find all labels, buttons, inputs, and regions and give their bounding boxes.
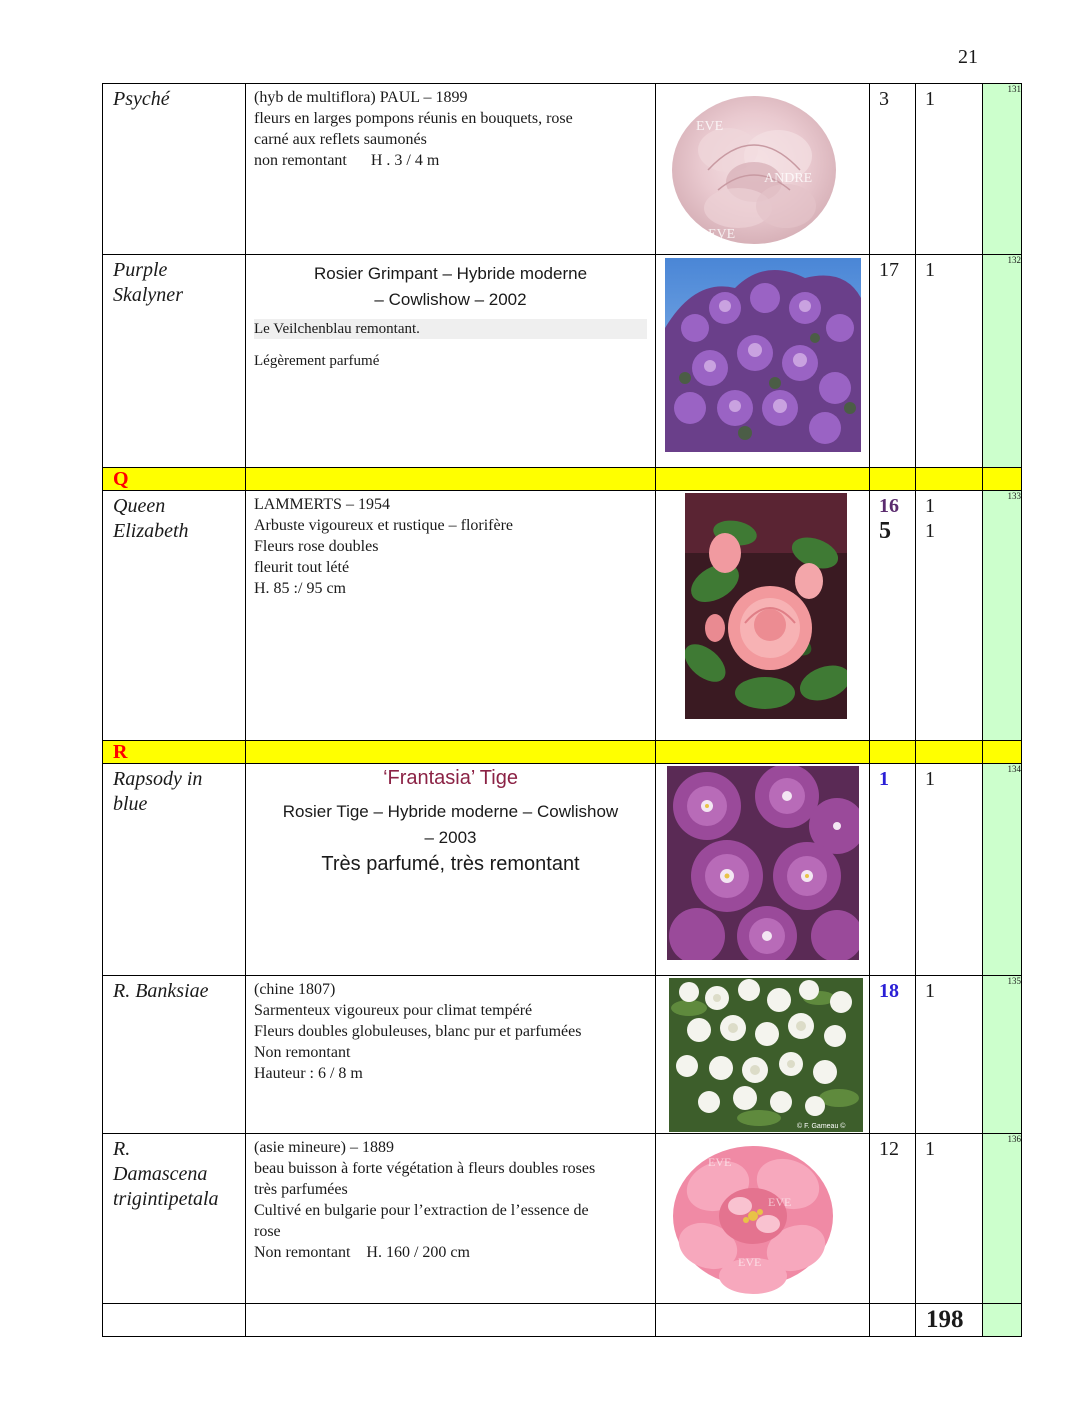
quantity-cell: [870, 84, 916, 255]
count: 1: [925, 88, 935, 110]
rose-image-cell: [656, 1134, 870, 1304]
description-line: rose: [254, 1223, 281, 1240]
rose-name: Skalyner: [113, 284, 183, 306]
count: 1: [925, 259, 935, 281]
table-row: [103, 255, 1022, 468]
rose-image-cell: [656, 491, 870, 741]
description-line: beau buisson à forte végétation à fleurs doubles roses: [254, 1160, 596, 1177]
index-cell: [983, 84, 1022, 255]
rose-image-cell: [656, 764, 870, 976]
description-line: LAMMERTS – 1954: [254, 496, 390, 513]
quantity-cell: [870, 764, 916, 976]
watermark-text: EVE: [696, 119, 724, 134]
description-line: Non remontant: [254, 1044, 351, 1061]
index-cell: [983, 255, 1022, 468]
quantity-cell: [870, 976, 916, 1134]
rose-description-cell: [246, 84, 656, 255]
table-row: [103, 764, 1022, 976]
letter-cell: [103, 468, 246, 491]
count-cell: [916, 255, 983, 468]
rose-name-cell: [103, 976, 246, 1134]
rose-name: Damascena: [113, 1163, 208, 1185]
rose-image-cell: [656, 255, 870, 468]
count: 1: [925, 495, 935, 517]
rose-name-cell: [103, 1134, 246, 1304]
index-number: 131: [1007, 84, 1021, 94]
rose-name: R.: [113, 1138, 131, 1160]
description-line: Fleurs doubles globuleuses, blanc pur et parfumées: [254, 1023, 582, 1040]
index-cell: [983, 976, 1022, 1134]
section-letter: R: [113, 741, 128, 763]
description-heading: Très parfumé, très remontant: [321, 853, 580, 875]
count: 1: [925, 980, 935, 1002]
pink-rose-photo: [685, 493, 847, 719]
rose-name-cell: [103, 255, 246, 468]
section-letter: Q: [113, 468, 129, 490]
rose-name: Elizabeth: [113, 520, 189, 542]
table-row: [103, 84, 1022, 255]
description-heading: Rosier Grimpant – Hybride moderne: [313, 264, 588, 283]
description-line: Légèrement parfumé: [254, 353, 380, 369]
quantity: 3: [879, 88, 889, 110]
index-cell: [983, 764, 1022, 976]
table-row: [103, 976, 1022, 1134]
white-banksia-rose-photo: [669, 978, 863, 1132]
table-row: [103, 1134, 1022, 1304]
watermark-text: EVE: [738, 1255, 762, 1269]
description-heading: – Cowlishow – 2002: [374, 290, 527, 309]
index-cell: [983, 491, 1022, 741]
description-line: fleurit tout lété: [254, 559, 350, 576]
description-line: Le Veilchenblau remontant.: [254, 319, 647, 339]
rose-image-cell: [656, 976, 870, 1134]
rose-name: Rapsody in: [113, 768, 203, 790]
count: 1: [925, 520, 935, 542]
description-line: fleurs en larges pompons réunis en bouquets, rose: [254, 110, 573, 127]
rose-description-cell: [246, 1134, 656, 1304]
rose-image-cell: [656, 84, 870, 255]
pink-damask-rose-photo: [668, 1136, 838, 1302]
description-line: (hyb de multiflora) PAUL – 1899: [254, 89, 468, 106]
count: 1: [925, 1138, 935, 1160]
rose-catalog-table: [102, 83, 1022, 1337]
quantity: 17: [879, 259, 899, 281]
total-count: 198: [926, 1306, 964, 1333]
total-row: [103, 1304, 1022, 1337]
index-number: 132: [1007, 255, 1021, 265]
count-cell: [916, 976, 983, 1134]
rose-name: Psyché: [113, 88, 170, 110]
rose-name: Queen: [113, 495, 166, 517]
index-cell: [983, 1134, 1022, 1304]
description-line: Hauteur : 6 / 8 m: [254, 1065, 363, 1082]
description-line: carné aux reflets saumonés: [254, 131, 427, 148]
photo-credit: © F. Gameau ©: [797, 1123, 846, 1130]
count: 1: [925, 768, 935, 790]
violet-rose-photo: [667, 766, 859, 960]
watermark-text: EVE: [708, 227, 736, 242]
description-line: non remontant H . 3 / 4 m: [254, 152, 440, 169]
total-cell: [916, 1304, 983, 1337]
index-number: 133: [1007, 491, 1021, 501]
page-number: 21: [958, 46, 978, 68]
rose-description-cell: [246, 491, 656, 741]
variety-title: ‘Frantasia’ Tige: [383, 767, 518, 789]
pale-pink-rose-photo: [668, 90, 840, 250]
rose-name: Purple: [113, 259, 168, 281]
table-row: [103, 491, 1022, 741]
count-cell: [916, 1134, 983, 1304]
letter-cell: [103, 741, 246, 764]
watermark-text: EVE: [708, 1155, 732, 1169]
rose-name-cell: [103, 84, 246, 255]
description-line: Fleurs rose doubles: [254, 538, 379, 555]
quantity: 1: [879, 768, 889, 790]
rose-name-cell: [103, 491, 246, 741]
quantity-cell: [870, 1134, 916, 1304]
count-cell: [916, 491, 983, 741]
rose-description-cell: [246, 255, 656, 468]
rose-description-cell: [246, 976, 656, 1134]
description-line: Arbuste vigoureux et rustique – florifère: [254, 517, 514, 534]
rose-name: blue: [113, 793, 148, 815]
count-cell: [916, 764, 983, 976]
index-number: 134: [1007, 764, 1021, 774]
description-line: H. 85 :/ 95 cm: [254, 580, 346, 597]
rose-description-cell: [246, 764, 656, 976]
rose-name-cell: [103, 764, 246, 976]
purple-climbing-rose-photo: [665, 258, 861, 452]
description-line: (asie mineure) – 1889: [254, 1139, 394, 1156]
description-line: Cultivé en bulgarie pour l’extraction de l’essence de: [254, 1202, 589, 1219]
quantity: 18: [879, 980, 899, 1002]
description-line: (chine 1807): [254, 981, 336, 998]
watermark-text: ANDRE: [764, 171, 813, 186]
rose-name: R. Banksiae: [113, 980, 209, 1002]
description-heading: – 2003: [424, 828, 477, 847]
watermark-text: EVE: [768, 1195, 792, 1209]
count-cell: [916, 84, 983, 255]
quantity: 5: [879, 518, 891, 544]
letter-section-row: [103, 741, 1022, 764]
quantity-cell: [870, 255, 916, 468]
description-heading: Rosier Tige – Hybride moderne – Cowlishow: [282, 802, 619, 821]
description-line: Non remontant H. 160 / 200 cm: [254, 1244, 470, 1261]
index-number: 135: [1007, 976, 1021, 986]
quantity: 12: [879, 1138, 899, 1160]
quantity: 16: [879, 495, 899, 517]
description-line: très parfumées: [254, 1181, 348, 1198]
letter-section-row: [103, 468, 1022, 491]
rose-name: trigintipetala: [113, 1188, 219, 1210]
description-line: Sarmenteux vigoureux pour climat tempéré: [254, 1002, 533, 1019]
quantity-cell: [870, 491, 916, 741]
index-number: 136: [1007, 1134, 1021, 1144]
